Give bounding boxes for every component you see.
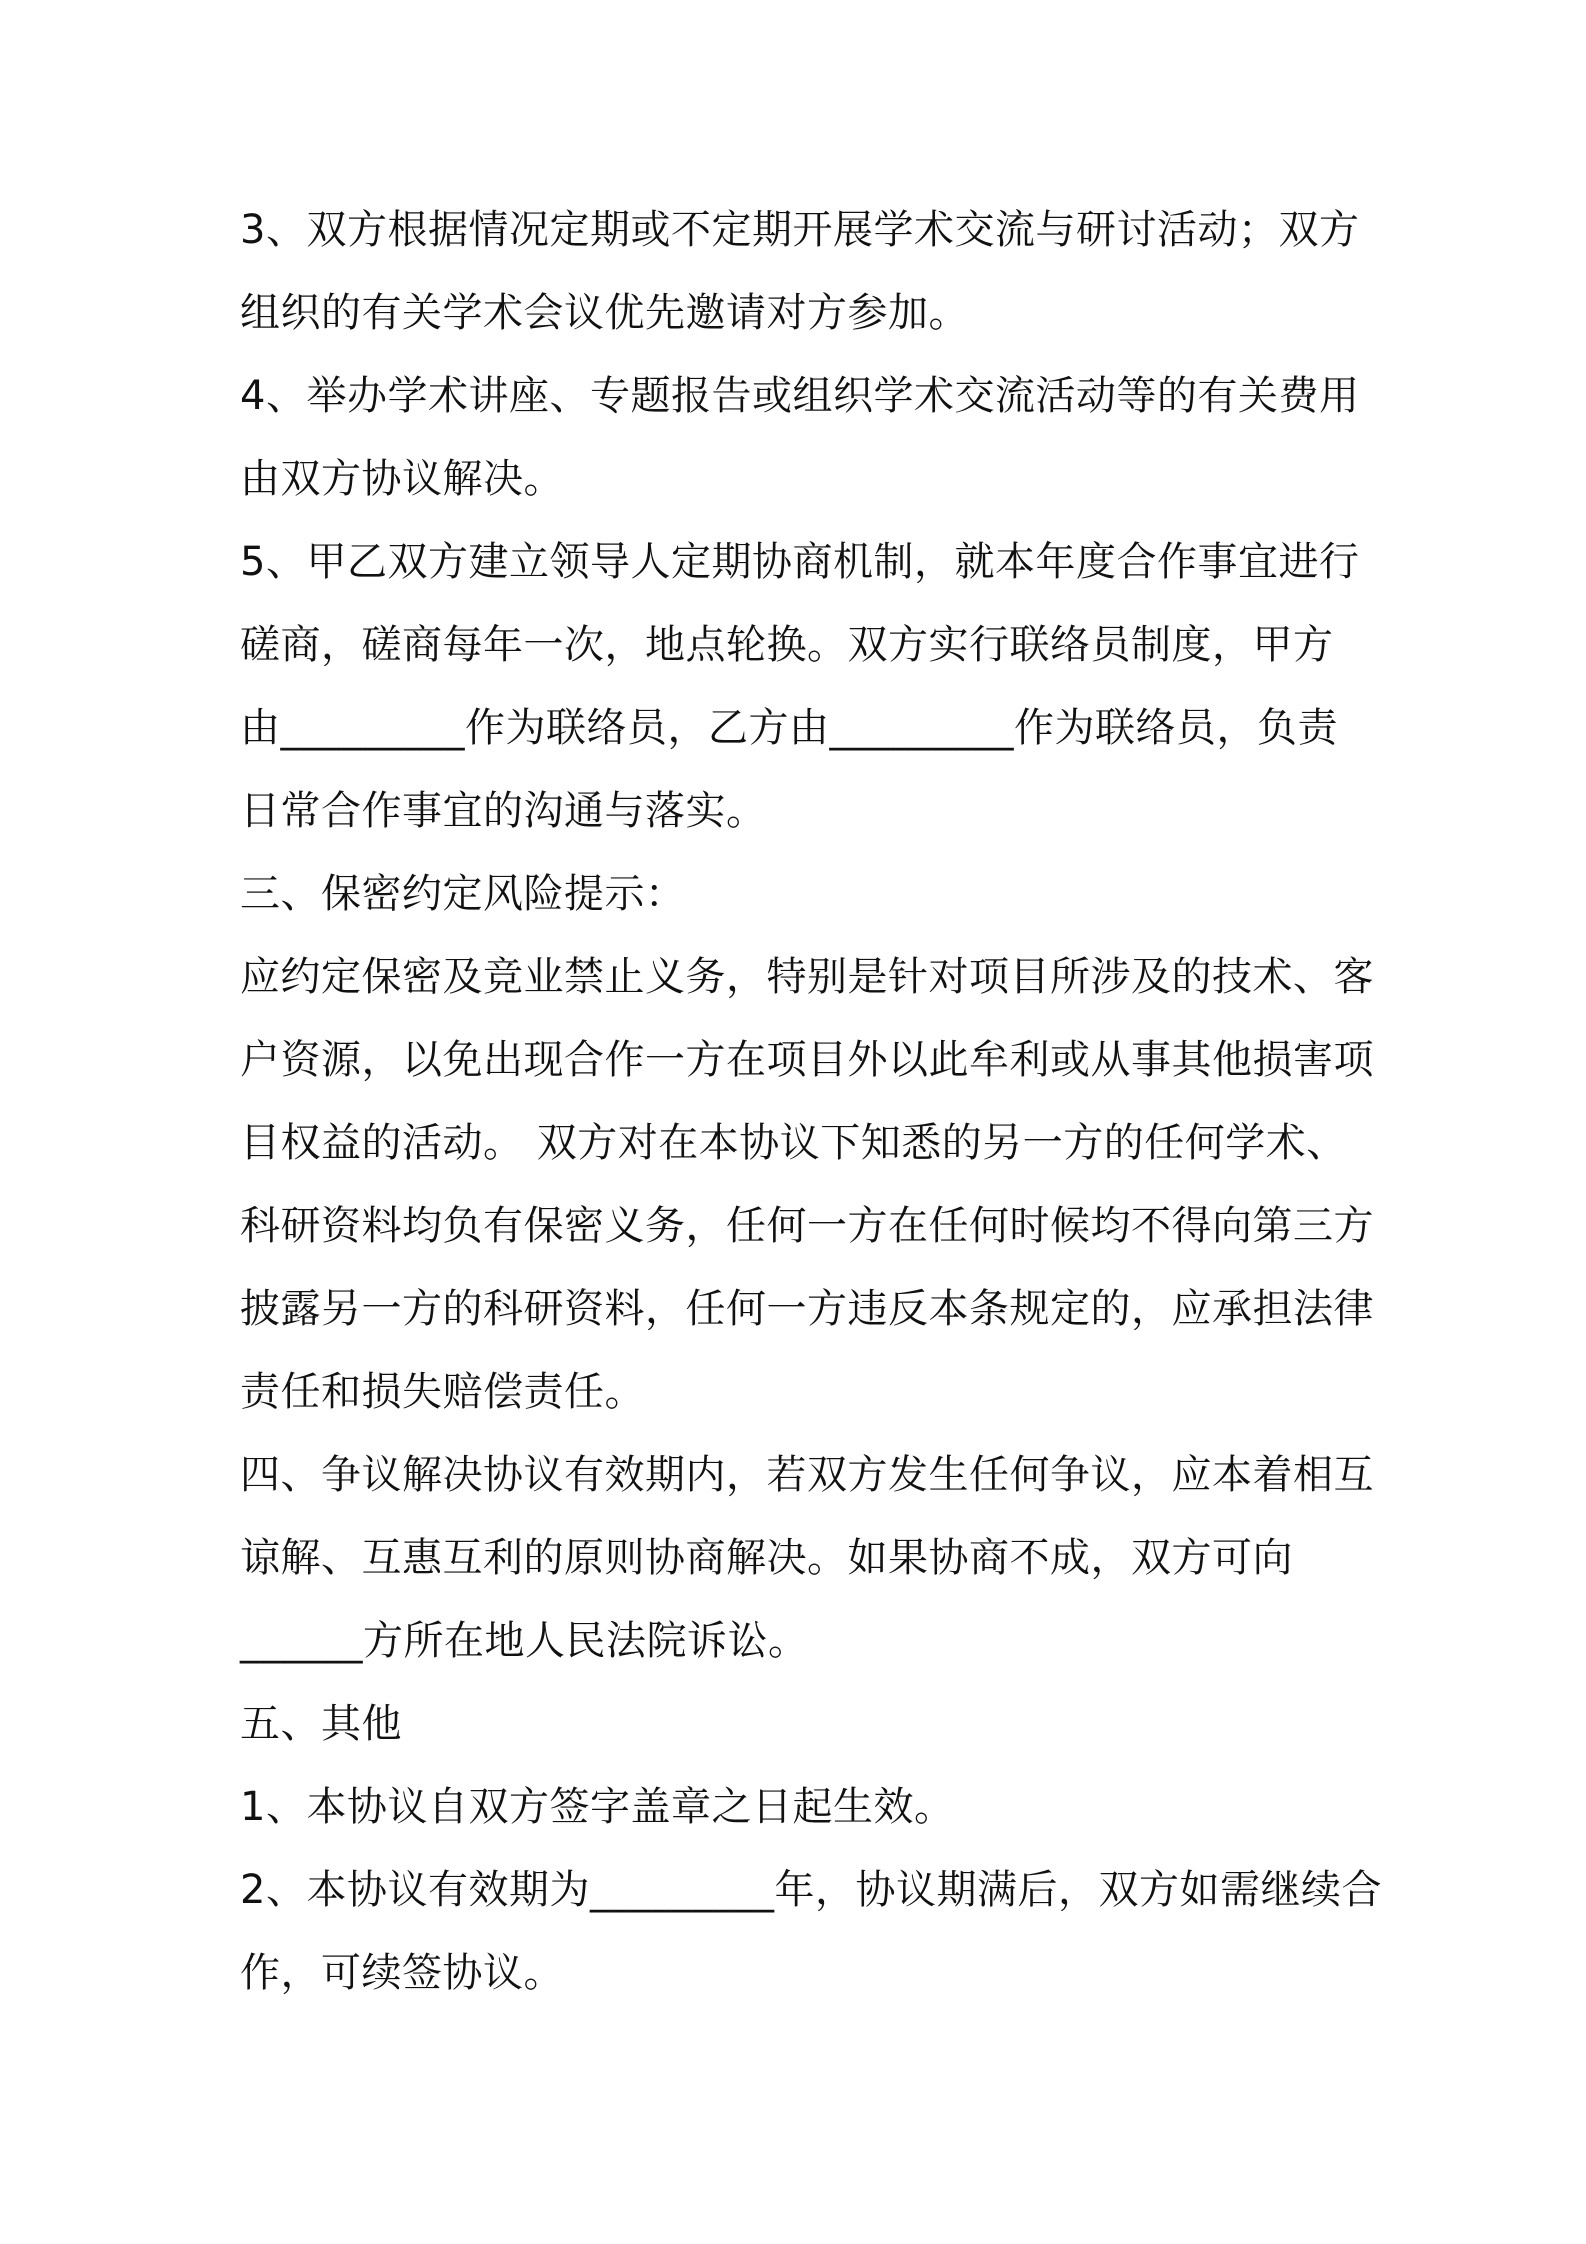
text-line: 由双方协议解决。 [240,456,564,502]
text-line: 组织的有关学术会议优先邀请对方参加。 [240,290,969,336]
text-line: 披露另一方的科研资料，任何一方违反本条规定的，应承担法律 [240,1286,1374,1332]
text-line: 责任和损失赔偿责任。 [240,1369,645,1415]
text-line: 5、甲乙双方建立领导人定期协商机制，就本年度合作事宜进行 [240,539,1360,585]
text-line: 2、本协议有效期为_________年，协议期满后，双方如需继续合 [240,1867,1382,1913]
text-line: ______方所在地人民法院诉讼。 [240,1618,809,1664]
text-line: 由_________作为联络员，乙方由_________作为联络员，负责 [240,705,1338,751]
text-line: 目权益的活动。 双方对在本协议下知悉的另一方的任何学术、 [240,1120,1347,1166]
text-line: 科研资料均负有保密义务，任何一方在任何时候均不得向第三方 [240,1203,1374,1249]
section-heading: 五、其他 [240,1701,402,1747]
section-heading: 三、保密约定风险提示： [240,871,686,917]
section-heading: 四、争议解决协议有效期内，若双方发生任何争议，应本着相互 [240,1452,1374,1498]
text-line: 3、双方根据情况定期或不定期开展学术交流与研讨活动；双方 [240,207,1360,253]
text-line: 磋商，磋商每年一次，地点轮换。双方实行联络员制度，甲方 [240,622,1334,668]
text-line: 应约定保密及竞业禁止义务，特别是针对项目所涉及的技术、客 [240,954,1374,1000]
text-line: 谅解、互惠互利的原则协商解决。如果协商不成，双方可向 [240,1535,1293,1581]
text-line: 4、举办学术讲座、专题报告或组织学术交流活动等的有关费用 [240,373,1360,419]
text-line: 作，可续签协议。 [240,1950,564,1996]
text-line: 日常合作事宜的沟通与落实。 [240,788,767,834]
text-line: 1、本协议自双方签字盖章之日起生效。 [240,1784,955,1830]
text-line: 户资源，以免出现合作一方在项目外以此牟利或从事其他损害项 [240,1037,1374,1083]
